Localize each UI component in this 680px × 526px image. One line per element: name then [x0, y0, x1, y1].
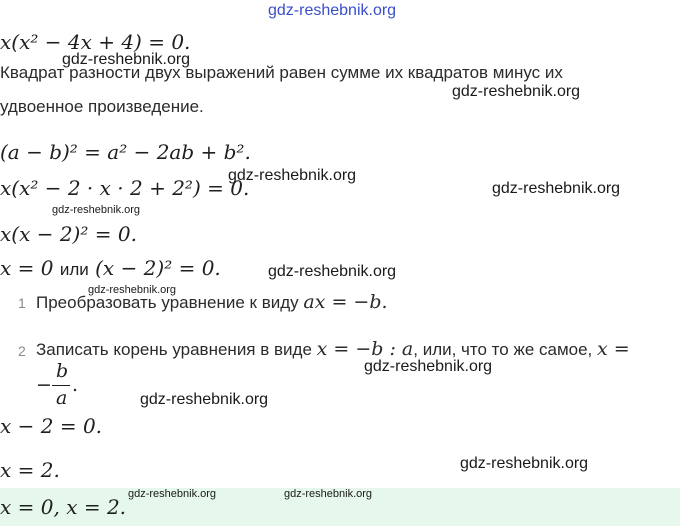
- step-2-fraction: [36, 360, 96, 410]
- step-1-number: 1: [18, 295, 26, 311]
- watermark: gdz-reshebnik.org: [228, 167, 357, 184]
- step-2-formula: x = −b : a: [316, 338, 414, 360]
- rule-text-line-2: удвоенное произведение.: [0, 97, 204, 116]
- watermark: gdz-reshebnik.org: [452, 83, 581, 100]
- watermark: gdz-reshebnik.org: [364, 358, 493, 375]
- watermark: gdz-reshebnik.org: [460, 455, 589, 472]
- equation-2: (a − b)² = a² − 2ab + b².: [0, 140, 251, 164]
- equation-5-word: или: [59, 260, 89, 279]
- equation-4: x(x − 2)² = 0.: [0, 222, 137, 246]
- watermark: gdz-reshebnik.org: [88, 284, 177, 296]
- watermark-top: gdz-reshebnik.org: [268, 2, 397, 19]
- step-2-text-2: , или, что то же самое,: [413, 340, 593, 359]
- fraction-sign: −: [36, 374, 52, 396]
- step-2-formula-2: x =: [597, 338, 630, 360]
- watermark: gdz-reshebnik.org: [140, 391, 269, 408]
- watermark: gdz-reshebnik.org: [52, 204, 141, 216]
- rule-text-line-1: Квадрат разности двух выражений равен сумме их квадратов минус их: [0, 63, 563, 82]
- equation-1: x(x² − 4x + 4) = 0.: [0, 30, 191, 54]
- step-1-text: Преобразовать уравнение к виду: [36, 293, 299, 312]
- equation-5-right: (x − 2)² = 0.: [95, 256, 221, 280]
- step-2-number: 2: [18, 343, 26, 359]
- step-1-formula: ax = −b.: [303, 291, 388, 313]
- watermark: gdz-reshebnik.org: [492, 180, 621, 197]
- equation-6: x − 2 = 0.: [0, 414, 103, 438]
- step-2: [36, 338, 630, 361]
- watermark: gdz-reshebnik.org: [128, 488, 217, 500]
- watermark: gdz-reshebnik.org: [268, 263, 397, 280]
- fraction-numerator: b: [56, 360, 69, 382]
- step-2-text: Записать корень уравнения в виде: [36, 340, 312, 359]
- equation-5: [0, 256, 221, 282]
- final-answer: x = 0, x = 2.: [0, 495, 127, 519]
- watermark: gdz-reshebnik.org: [284, 488, 373, 500]
- equation-7: x = 2.: [0, 458, 60, 482]
- equation-5-left: x = 0: [0, 256, 54, 280]
- fraction-end: .: [72, 374, 79, 396]
- watermark: gdz-reshebnik.org: [62, 51, 191, 68]
- fraction-denominator: a: [56, 387, 68, 409]
- step-1: [36, 291, 388, 314]
- fraction-bar: [52, 385, 70, 386]
- equation-3: x(x² − 2 · x · 2 + 2²) = 0.: [0, 176, 250, 200]
